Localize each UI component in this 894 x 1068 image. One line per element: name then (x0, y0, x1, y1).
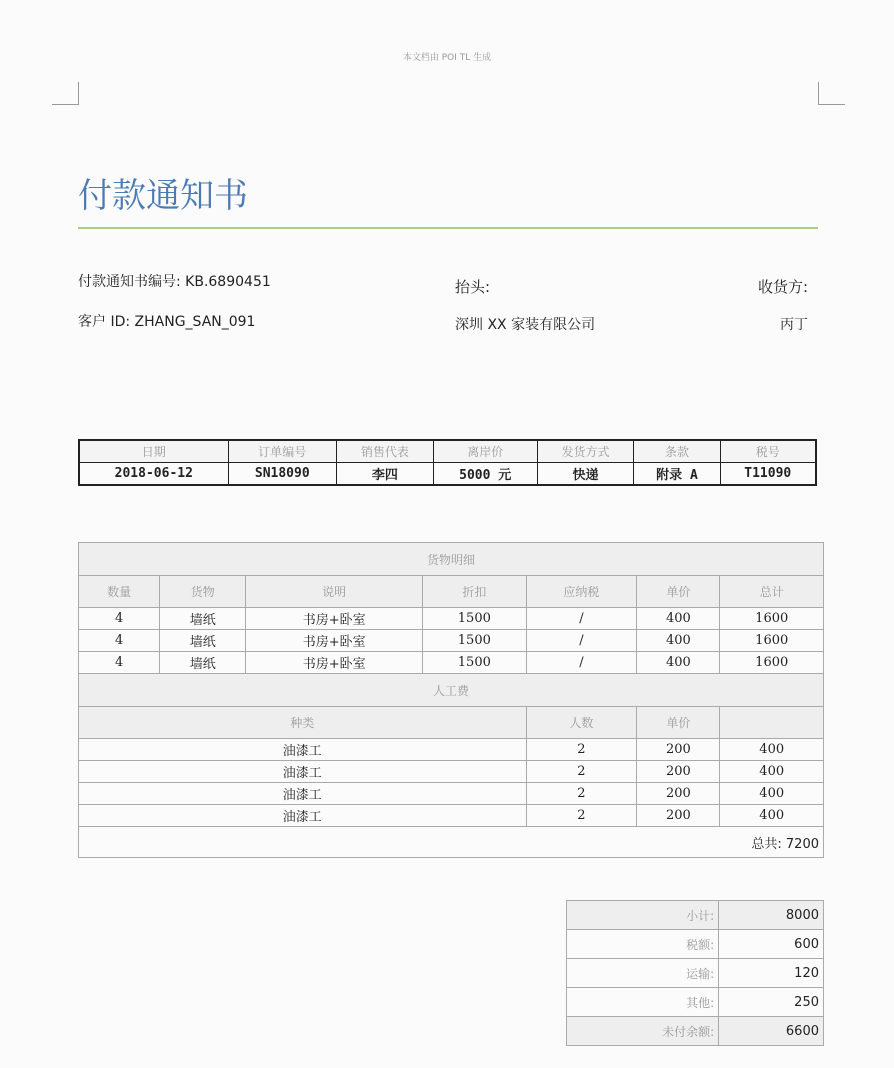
table-row (79, 608, 824, 630)
column-header: 货物 (160, 576, 246, 608)
labor-section-title: 人工费 (79, 674, 824, 707)
table-row (79, 739, 824, 761)
section-row (79, 543, 824, 576)
table-row (79, 783, 824, 805)
table-cell: 墙纸 (160, 630, 246, 652)
table-cell: 2018-06-12 (79, 463, 228, 486)
document-title: 付款通知书 (78, 176, 248, 216)
table-cell: 1600 (720, 630, 824, 652)
receiver-label: 收货方: (757, 278, 808, 296)
summary-label: 运输: (567, 959, 719, 988)
table-cell: 400 (637, 608, 720, 630)
table-cell: / (526, 608, 637, 630)
column-header: 税号 (720, 440, 816, 463)
summary-table (566, 900, 824, 1046)
receiver-value: 丙丁 (780, 317, 808, 333)
header-row (79, 576, 824, 608)
table-cell: 墙纸 (160, 608, 246, 630)
column-header: 折扣 (423, 576, 527, 608)
table-cell: 墙纸 (160, 652, 246, 674)
summary-value: 250 (719, 988, 824, 1017)
summary-row (567, 901, 824, 930)
heading-value: 深圳 XX 家装有限公司 (455, 317, 596, 333)
table-cell: 200 (637, 783, 720, 805)
table-cell: 4 (79, 630, 160, 652)
summary-row (567, 930, 824, 959)
table-cell: 油漆工 (79, 739, 527, 761)
table-cell: SN18090 (228, 463, 336, 486)
table-cell: 2 (526, 761, 637, 783)
goods-section-title: 货物明细 (79, 543, 824, 576)
column-header: 单价 (637, 707, 720, 739)
table-cell: 200 (637, 761, 720, 783)
customer-id: 客户 ID: ZHANG_SAN_091 (78, 314, 256, 330)
table-cell: 油漆工 (79, 783, 527, 805)
table-cell: 200 (637, 805, 720, 827)
table-cell: 400 (637, 652, 720, 674)
table-cell: 400 (720, 761, 824, 783)
title-divider (78, 227, 818, 229)
table-cell: 200 (637, 739, 720, 761)
summary-value: 120 (719, 959, 824, 988)
column-header (720, 707, 824, 739)
summary-value: 8000 (719, 901, 824, 930)
table-cell: 1600 (720, 608, 824, 630)
table-cell: 4 (79, 652, 160, 674)
table-cell: 书房+卧室 (246, 608, 423, 630)
summary-row (567, 988, 824, 1017)
summary-label: 税额: (567, 930, 719, 959)
summary-label: 其他: (567, 988, 719, 1017)
table-cell: 1500 (423, 630, 527, 652)
table-cell: 附录 A (634, 463, 720, 486)
table-cell: 1500 (423, 608, 527, 630)
column-header: 总计 (720, 576, 824, 608)
margin-mark-left (52, 82, 79, 105)
summary-label: 未付余额: (567, 1017, 719, 1046)
page-header: 本文档由 POI TL 生成 (402, 53, 492, 63)
labor-total: 总共: 7200 (79, 827, 824, 858)
table-row (79, 630, 824, 652)
table-cell: 油漆工 (79, 805, 527, 827)
heading-label: 抬头: (455, 278, 491, 296)
table-cell: 1600 (720, 652, 824, 674)
section-row (79, 674, 824, 707)
table-cell: 李四 (336, 463, 433, 486)
summary-value: 600 (719, 930, 824, 959)
table-cell: 书房+卧室 (246, 630, 423, 652)
table-cell: 4 (79, 608, 160, 630)
column-header: 离岸价 (433, 440, 537, 463)
order-table (78, 439, 817, 486)
table-cell: 2 (526, 739, 637, 761)
table-cell: 400 (720, 739, 824, 761)
table-cell: 5000 元 (433, 463, 537, 486)
table-cell: 2 (526, 783, 637, 805)
column-header: 种类 (79, 707, 527, 739)
summary-row (567, 1017, 824, 1046)
table-cell: 2 (526, 805, 637, 827)
header-row (79, 707, 824, 739)
table-cell: / (526, 652, 637, 674)
table-cell: 快递 (537, 463, 634, 486)
margin-mark-right (818, 82, 845, 105)
column-header: 订单编号 (228, 440, 336, 463)
column-header: 人数 (526, 707, 637, 739)
summary-label: 小计: (567, 901, 719, 930)
notice-number: 付款通知书编号: KB.6890451 (78, 274, 271, 290)
table-row (79, 652, 824, 674)
total-row (79, 827, 824, 858)
summary-value: 6600 (719, 1017, 824, 1046)
table-cell: 油漆工 (79, 761, 527, 783)
column-header: 发货方式 (537, 440, 634, 463)
table-cell: 400 (720, 805, 824, 827)
column-header: 单价 (637, 576, 720, 608)
column-header: 应纳税 (526, 576, 637, 608)
goods-labor-table (78, 542, 824, 858)
table-cell: 1500 (423, 652, 527, 674)
column-header: 销售代表 (336, 440, 433, 463)
table-cell: / (526, 630, 637, 652)
table-cell: 400 (637, 630, 720, 652)
column-header: 说明 (246, 576, 423, 608)
column-header: 日期 (79, 440, 228, 463)
table-cell: 书房+卧室 (246, 652, 423, 674)
table-cell: 400 (720, 783, 824, 805)
table-cell: T11090 (720, 463, 816, 486)
table-row (79, 761, 824, 783)
column-header: 数量 (79, 576, 160, 608)
summary-row (567, 959, 824, 988)
column-header: 条款 (634, 440, 720, 463)
table-row (79, 805, 824, 827)
